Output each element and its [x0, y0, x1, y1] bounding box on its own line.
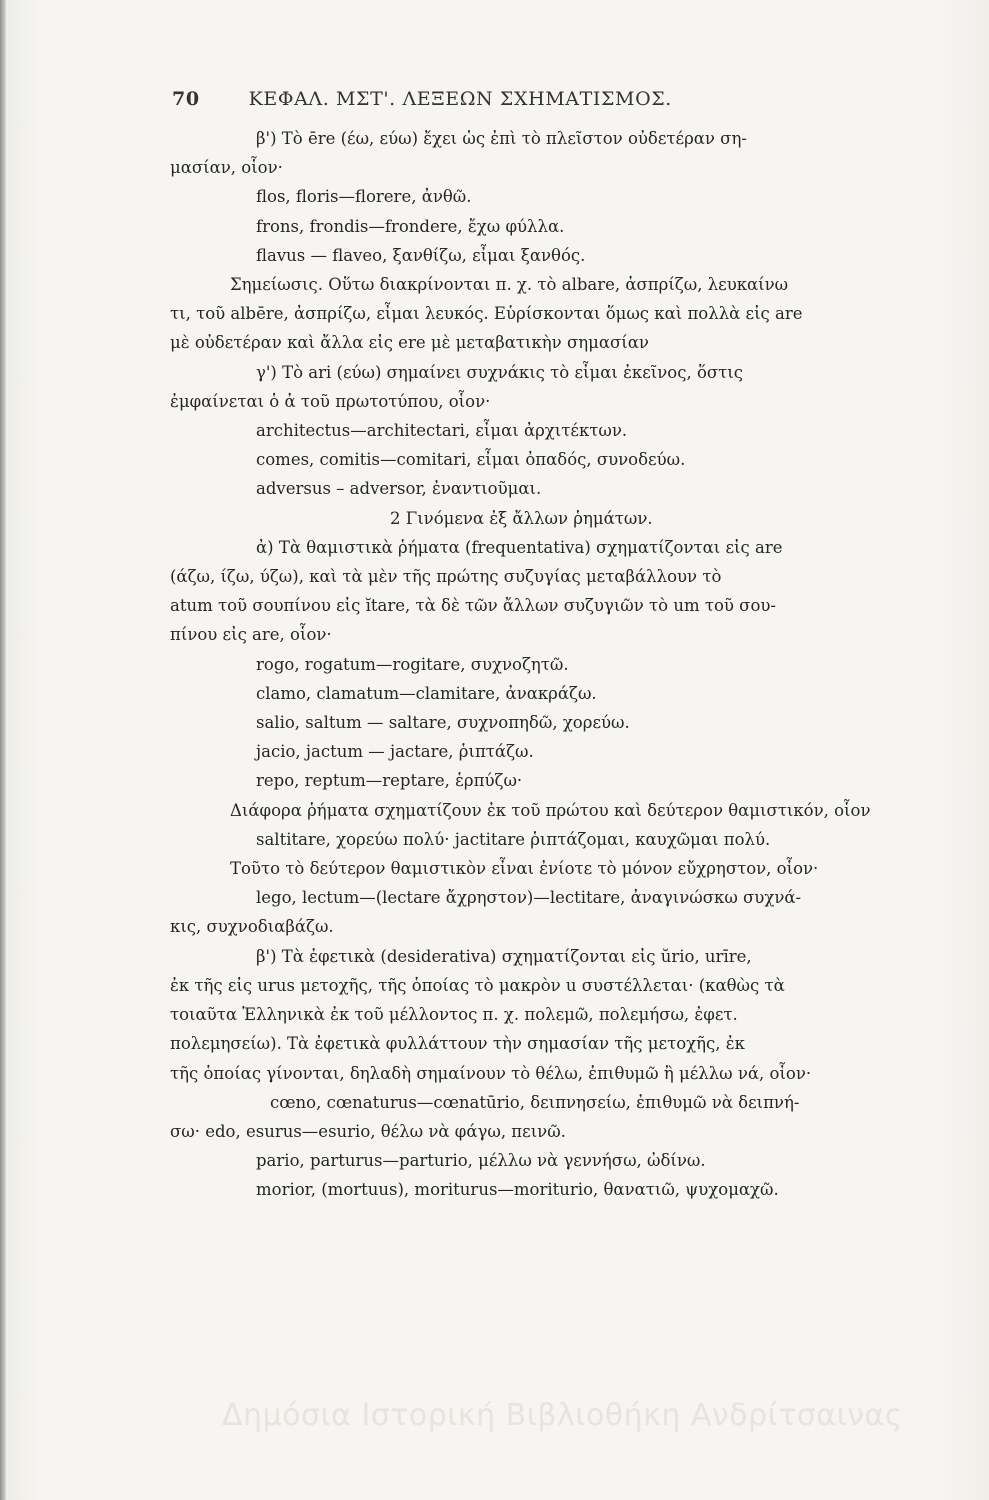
text-line: jacio, jactum — jactare, ῥιπτάζω.	[256, 742, 534, 762]
text-line: μὲ οὐδετέραν καὶ ἄλλα εἰς ere μὲ μεταβατικὴν σημασίαν	[170, 333, 649, 353]
text-line: (άζω, ίζω, ύζω), καὶ τὰ μὲν τῆς πρώτης συζυγίας μεταβάλλουν τὸ	[170, 567, 722, 587]
text-line: μασίαν, οἷον·	[170, 158, 283, 178]
text-line: comes, comitis—comitari, εἶμαι ὀπαδός, συνοδεύω.	[256, 450, 686, 470]
text-line: γ') Τὸ ari (εύω) σημαίνει συχνάκις τὸ εἶμαι ἐκεῖνος, ὅστις	[256, 362, 743, 382]
page-body	[170, 124, 910, 1205]
text-line: rogo, rogatum—rogitare, συχνοζητῶ.	[256, 654, 569, 674]
text-line: cœno, cœnaturus—cœnatūrio, δειπνησείω, ἐπιθυμῶ νὰ δειπνή-	[270, 1092, 800, 1112]
text-line: ἀ) Τὰ θαμιστικὰ ῥήματα (frequentativa) σχηματίζονται εἰς are	[256, 537, 783, 557]
text-line: σω· edo, esurus—esurio, θέλω νὰ φάγω, πεινῶ.	[170, 1121, 566, 1141]
running-header	[172, 88, 772, 110]
library-watermark: Δημόσια Ιστορική Βιβλιοθήκη Ανδρίτσαινας	[222, 1398, 903, 1433]
text-line: ἐμφαίνεται ὁ ἀ τοῦ πρωτοτύπου, οἷον·	[170, 391, 491, 411]
text-line: adversus – adversor, ἐναντιοῦμαι.	[256, 479, 542, 499]
text-line: Τοῦτο τὸ δεύτερον θαμιστικὸν εἶναι ἐνίοτε τὸ μόνον εὔχρηστον, οἷον·	[230, 859, 819, 879]
text-line: τῆς ὁποίας γίνονται, δηλαδὴ σημαίνουν τὸ θέλω, ἐπιθυμῶ ἢ μέλλω νά, οἷον·	[170, 1063, 812, 1083]
text-line: saltitare, χορεύω πολύ· jactitare ῥιπτάζομαι, καυχῶμαι πολύ.	[256, 829, 771, 849]
text-line: τι, τοῦ albēre, ἀσπρίζω, εἶμαι λευκός. Εὑρίσκονται ὅμως καὶ πολλὰ εἰς are	[170, 304, 803, 324]
text-line: 2 Γινόμενα ἐξ ἄλλων ῥημάτων.	[390, 508, 653, 528]
text-line: Διάφορα ῥήματα σχηματίζουν ἐκ τοῦ πρώτου καὶ δεύτερον θαμιστικόν, οἷον	[230, 800, 871, 820]
text-line: πίνου εἰς are, οἷον·	[170, 625, 332, 645]
text-line: ἐκ τῆς εἰς urus μετοχῆς, τῆς ὁποίας τὸ μακρὸν u συστέλλεται· (καθὼς τὰ	[170, 975, 785, 995]
text-line: πολεμησείω). Τὰ ἐφετικὰ φυλλάττουν τὴν σημασίαν τῆς μετοχῆς, ἐκ	[170, 1034, 745, 1054]
text-line: β') Τὰ ἐφετικὰ (desiderativa) σχηματίζονται εἰς ŭrio, urīre,	[256, 946, 752, 966]
text-line: frons, frondis—frondere, ἔχω φύλλα.	[256, 216, 565, 236]
page-edge-shadow	[0, 0, 6, 1500]
text-line: Σημείωσις. Οὕτω διακρίνονται π. χ. τὸ albare, ἀσπρίζω, λευκαίνω	[230, 275, 789, 295]
chapter-title: ΚΕΦΑΛ. ΜΣΤ'. ΛΕΞΕΩΝ ΣΧΗΜΑΤΙΣΜΟΣ.	[248, 88, 672, 110]
text-line: architectus—architectari, εἶμαι ἀρχιτέκτων.	[256, 421, 628, 441]
text-line: clamo, clamatum—clamitare, ἀνακράζω.	[256, 683, 597, 703]
text-line: morior, (mortuus), moriturus—moriturio, θανατιῶ, ψυχομαχῶ.	[256, 1180, 779, 1200]
text-line: τοιαῦτα Ἑλληνικὰ ἐκ τοῦ μέλλοντος π. χ. πολεμῶ, πολεμήσω, ἐφετ.	[170, 1005, 738, 1025]
text-line: repo, reptum—reptare, ἑρπύζω·	[256, 771, 523, 791]
text-line: lego, lectum—(lectare ἄχρηστον)—lectitare, ἀναγινώσκω συχνά-	[256, 888, 802, 908]
text-line: salio, saltum — saltare, συχνοπηδῶ, χορεύω.	[256, 713, 630, 733]
text-line: flavus — flaveo, ξανθίζω, εἶμαι ξανθός.	[256, 245, 586, 265]
text-line: κις, συχνοδιαβάζω.	[170, 917, 334, 937]
text-line: atum τοῦ σουπίνου εἰς ĭtare, τὰ δὲ τῶν ἄλλων συζυγιῶν τὸ um τοῦ σου-	[170, 596, 776, 616]
page-number: 70	[172, 88, 200, 110]
text-line: flos, floris—florere, ἀνθῶ.	[256, 187, 472, 207]
text-line: pario, parturus—parturio, μέλλω νὰ γεννήσω, ὠδίνω.	[256, 1151, 706, 1171]
text-line: β') Τὸ ēre (έω, εύω) ἔχει ὡς ἐπὶ τὸ πλεῖστον οὐδετέραν ση-	[256, 129, 747, 148]
